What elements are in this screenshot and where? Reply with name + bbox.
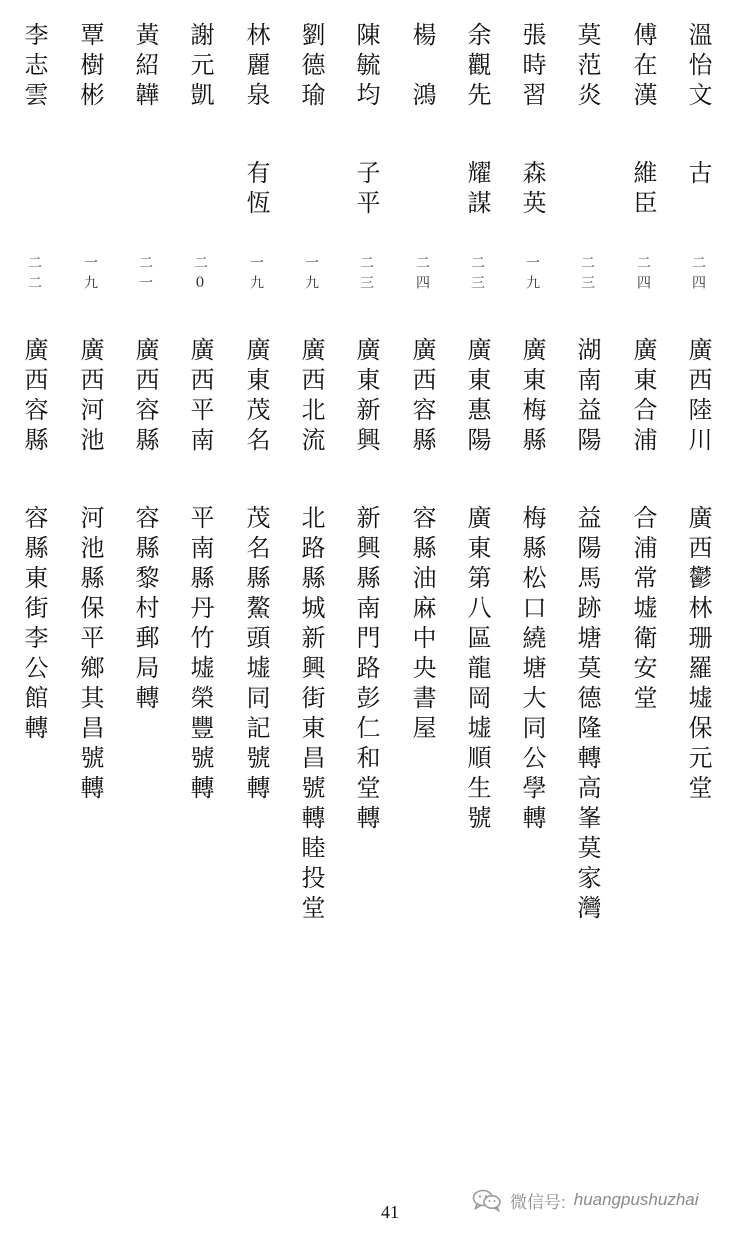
roster-column <box>180 0 220 1100</box>
roster-column <box>623 0 663 1100</box>
entry-age: 二三 <box>469 255 485 295</box>
entry-age: 一九 <box>248 255 264 295</box>
roster-column <box>512 0 552 1100</box>
entry-native-place: 廣西容縣 <box>20 337 48 457</box>
wechat-icon <box>472 1188 502 1212</box>
entry-courtesy-name: 古 <box>684 160 712 190</box>
roster-column <box>678 0 718 1100</box>
entry-mailing-address: 平南縣丹竹墟榮豐號轉 <box>186 505 214 805</box>
entry-native-place: 廣西北流 <box>297 337 325 457</box>
entry-courtesy-name: 有恆 <box>242 160 270 220</box>
entry-age: 一九 <box>303 255 319 295</box>
roster-column <box>125 0 165 1100</box>
entry-mailing-address: 梅縣松口繞塘大同公學轉 <box>518 505 546 835</box>
entry-name: 劉德瑜 <box>297 22 325 112</box>
watermark-label: 微信号: <box>510 1192 566 1212</box>
entry-native-place: 廣西河池 <box>76 337 104 457</box>
entry-mailing-address: 益陽馬跡塘莫德隆轉高峯莫家灣 <box>573 505 601 925</box>
entry-mailing-address: 新興縣南門路彭仁和堂轉 <box>352 505 380 835</box>
entry-name: 謝元凱 <box>186 22 214 112</box>
entry-age: 二三 <box>358 255 374 295</box>
watermark-account: huangpushuzhai <box>573 1190 699 1209</box>
page-number: 41 <box>381 1202 399 1222</box>
entry-name: 余觀先 <box>463 22 491 112</box>
entry-native-place: 廣東梅縣 <box>518 337 546 457</box>
entry-mailing-address: 河池縣保平鄉其昌號轉 <box>76 505 104 805</box>
entry-mailing-address: 合浦常墟衛安堂 <box>629 505 657 715</box>
entry-mailing-address: 容縣油麻中央書屋 <box>408 505 436 745</box>
entry-courtesy-name: 子平 <box>352 160 380 220</box>
entry-native-place: 廣東惠陽 <box>463 337 491 457</box>
entry-name: 張時習 <box>518 22 546 112</box>
entry-name: 覃樹彬 <box>76 22 104 112</box>
entry-courtesy-name: 耀謀 <box>463 160 491 220</box>
roster-column <box>567 0 607 1100</box>
roster-column <box>346 0 386 1100</box>
entry-native-place: 廣西平南 <box>186 337 214 457</box>
entry-name: 傅在漢 <box>629 22 657 112</box>
roster-column <box>457 0 497 1100</box>
entry-age: 二一 <box>137 255 153 295</box>
entry-name: 李志雲 <box>20 22 48 112</box>
entry-native-place: 廣西陸川 <box>684 337 712 457</box>
entry-native-place: 廣西容縣 <box>131 337 159 457</box>
roster-column <box>14 0 54 1100</box>
entry-mailing-address: 容縣東街李公館轉 <box>20 505 48 745</box>
entry-name: 莫范炎 <box>573 22 601 112</box>
entry-name: 溫怡文 <box>684 22 712 112</box>
entry-age: 一九 <box>524 255 540 295</box>
entry-native-place: 湖南益陽 <box>573 337 601 457</box>
entry-age: 二四 <box>414 255 430 295</box>
entry-courtesy-name: 維臣 <box>629 160 657 220</box>
entry-mailing-address: 茂名縣鰲頭墟同記號轉 <box>242 505 270 805</box>
entry-native-place: 廣東茂名 <box>242 337 270 457</box>
entry-mailing-address: 廣東第八區龍岡墟順生號 <box>463 505 491 835</box>
roster-column <box>236 0 276 1100</box>
entry-native-place: 廣東合浦 <box>629 337 657 457</box>
entry-mailing-address: 北路縣城新興街東昌號轉睦投堂 <box>297 505 325 925</box>
entry-age: 二0 <box>192 255 208 297</box>
entry-name: 林麗泉 <box>242 22 270 112</box>
entry-age: 二四 <box>690 255 706 295</box>
roster-column <box>70 0 110 1100</box>
roster-column <box>402 0 442 1100</box>
entry-name: 陳毓均 <box>352 22 380 112</box>
entry-age: 一九 <box>82 255 98 295</box>
entry-native-place: 廣西容縣 <box>408 337 436 457</box>
entry-name: 黃紹韡 <box>131 22 159 112</box>
entry-mailing-address: 容縣黎村郵局轉 <box>131 505 159 715</box>
entry-courtesy-name: 森英 <box>518 160 546 220</box>
entry-age: 二三 <box>579 255 595 295</box>
entry-age: 二二 <box>26 255 42 295</box>
roster-column <box>291 0 331 1100</box>
watermark <box>472 1184 699 1216</box>
entry-name: 楊 鴻 <box>408 22 436 112</box>
entry-age: 二四 <box>635 255 651 295</box>
entry-native-place: 廣東新興 <box>352 337 380 457</box>
entry-mailing-address: 廣西鬱林珊羅墟保元堂 <box>684 505 712 805</box>
